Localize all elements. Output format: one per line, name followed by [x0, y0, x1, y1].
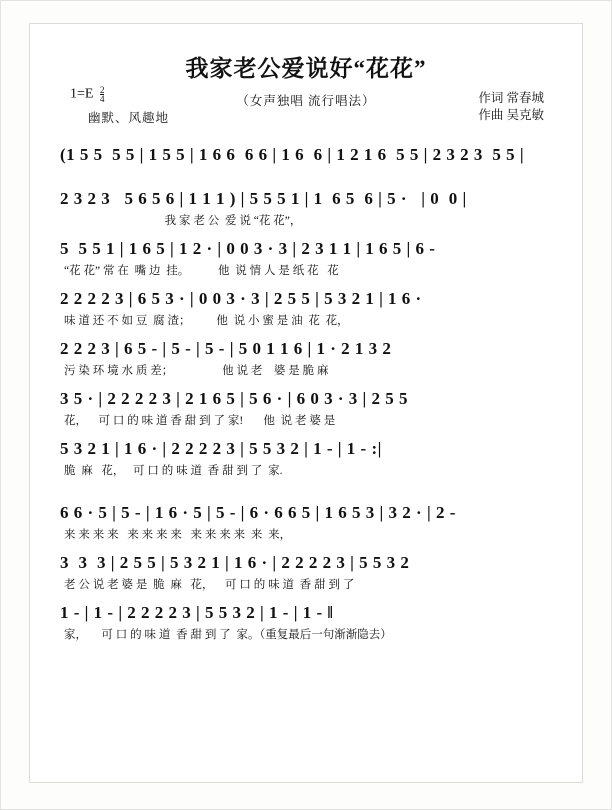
time-signature-numerator: 2 — [99, 85, 105, 95]
lyric-row: 家， 可 口 的 味 道 香 甜 到 了 家。（重复最后一句渐渐隐去） — [64, 629, 392, 641]
score-line — [60, 134, 552, 178]
time-signature-denominator: 4 — [99, 94, 105, 104]
lyric-row: “花 花” 常 在 嘴 边 挂。 他 说 情 人 是 纸 花 花 — [64, 265, 339, 277]
page-title: 我家老公爱说好“花花” — [185, 56, 427, 81]
score-line — [60, 428, 552, 478]
score-line — [60, 492, 552, 542]
lyric-row: 我 家 老 公 爱 说 “花 花”， — [64, 215, 302, 227]
score-line — [60, 228, 552, 278]
performance-mark: 幽默、风趣地 — [88, 111, 170, 125]
score-line — [60, 542, 552, 592]
score-line — [60, 278, 552, 328]
page-subtitle: （女声独唱 流行唱法） — [236, 94, 376, 108]
note-row: 3 3 3 | 2 5 5 | 5 3 2 1 | 1 6 · | 2 2 2 2 3 | 5 5 3 2 — [60, 553, 410, 572]
key-signature-text: 1=E — [70, 86, 94, 102]
score-line — [60, 178, 552, 228]
note-row: 6 6 · 5 | 5 - | 1 6 · 5 | 5 - | 6 · 6 6 5 | 1 6 5 3 | 3 2 · | 2 - — [60, 503, 456, 522]
score-line — [60, 592, 552, 642]
system-break — [30, 478, 582, 492]
score-line — [60, 378, 552, 428]
time-signature — [100, 86, 105, 103]
lyric-row: 脆 麻 花， 可 口 的 味 道 香 甜 到 了 家. — [64, 465, 283, 477]
note-row: 2 2 2 2 3 | 6 5 3 · | 0 0 3 · 3 | 2 5 5 | 5 3 2 1 | 1 6 · — [60, 289, 422, 308]
lyric-row: 老 公 说 老 婆 是 脆 麻 花， 可 口 的 味 道 香 甜 到 了 — [64, 579, 355, 591]
note-row: 3 5 · | 2 2 2 2 3 | 2 1 6 5 | 5 6 · | 6 0 3 · 3 | 2 5 5 — [60, 389, 408, 408]
lyric-row: 污 染 环 境 水 质 差； 他 说 老 婆 是 脆 麻 — [64, 365, 329, 377]
note-row: 2 3 2 3 5 6 5 6 | 1 1 1 ) | 5 5 5 1 | 1 6 5 6 | 5 · | 0 0 | — [60, 189, 467, 208]
sheet-music-frame — [29, 23, 583, 783]
note-row: 1 - | 1 - | 2 2 2 2 3 | 5 5 3 2 | 1 - | 1 - ‖ — [60, 603, 334, 622]
credits — [478, 90, 544, 124]
note-row: 5 3 2 1 | 1 6 · | 2 2 2 2 3 | 5 5 3 2 | 1 - | 1 - :| — [60, 439, 382, 458]
note-row: 5 5 5 1 | 1 6 5 | 1 2 · | 0 0 3 · 3 | 2 3 1 1 | 1 6 5 | 6 - — [60, 239, 436, 258]
music-body — [30, 134, 582, 642]
composer: 作曲 吴克敏 — [478, 108, 544, 122]
lyric-row: 来 来 来 来 来 来 来 来 来 来 来 来 来 来， — [64, 529, 292, 541]
lyricist: 作词 常春城 — [478, 91, 544, 105]
note-row: 2 2 2 3 | 6 5 - | 5 - | 5 - | 5 0 1 1 6 | 1 · 2 1 3 2 — [60, 339, 392, 358]
lyric-row: 味 道 还 不 如 豆 腐 渣； 他 说 小 蜜 是 油 花 花， — [64, 315, 349, 327]
key-signature — [70, 86, 104, 103]
note-row: (1 5 5 5 5 | 1 5 5 | 1 6 6 6 6 | 1 6 6 | 1 2 1 6 5 5 | 2 3 2 3 5 5 | — [60, 145, 525, 164]
lyric-row: 花， 可 口 的 味 道 香 甜 到 了 家! 他 说 老 婆 是 — [64, 415, 336, 427]
score-line — [60, 328, 552, 378]
